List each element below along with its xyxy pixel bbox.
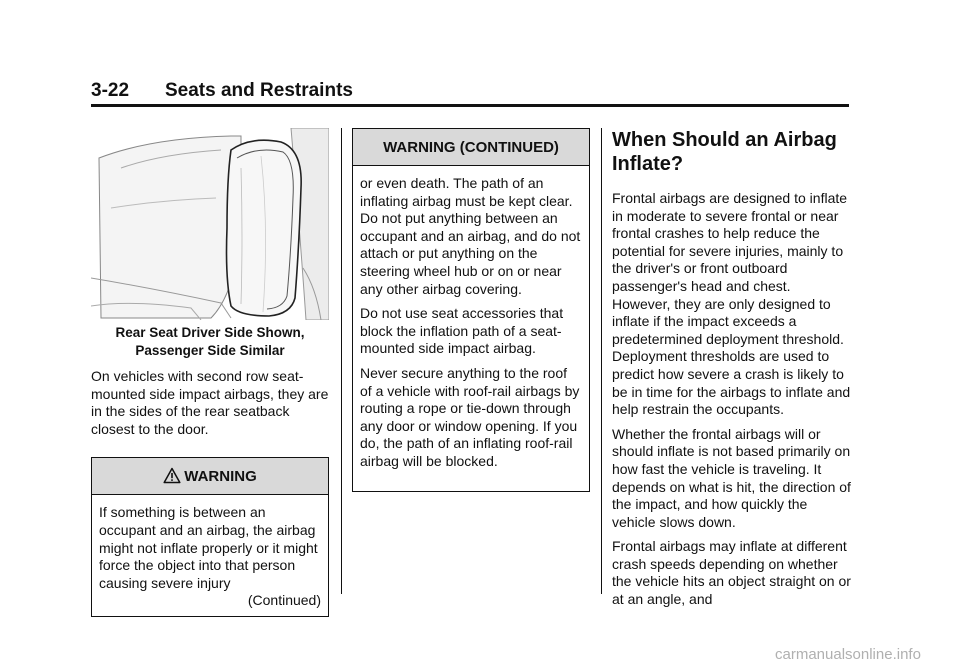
seatback-airbag-drawing	[91, 128, 329, 320]
warning-paragraph: or even death. The path of an inflating airbag must be kept clear. Do not put anything between an occupant and an airbag, and do not attach or put anything on the steering wheel hub or on or near any other airbag covering.	[360, 175, 581, 297]
warning-paragraph: Do not use seat accessories that block the inflation path of a seat-mounted side impact airbag.	[360, 305, 564, 357]
figure-caption-line: Passenger Side Similar	[135, 342, 285, 358]
figure-caption	[91, 324, 329, 359]
body-paragraph: Frontal airbags may inflate at different crash speeds depending on whether the vehicle hits an object straight on or at an angle, and	[612, 538, 851, 608]
warning-text: If something is between an occupant and an airbag, the airbag might not inflate properly or it might force the object into that person causing severe injury	[99, 504, 318, 591]
warning-box	[91, 457, 329, 617]
column-divider	[341, 128, 342, 594]
column-3	[612, 128, 852, 616]
column-1	[91, 128, 329, 617]
continued-label: (Continued)	[247, 592, 321, 609]
warning-title: WARNING	[184, 468, 257, 486]
body-paragraph: On vehicles with second row seat-mounted side impact airbags, they are in the sides of the rear seatback closest to the door.	[91, 368, 329, 437]
body-paragraph: Whether the frontal airbags will or should inflate is not based primarily on how fast the vehicle is traveling. It depends on what is hit, the direction of the impact, and how quickly the vehicle slows down.	[612, 425, 851, 530]
warning-body	[353, 166, 589, 484]
seat-airbag-illustration	[91, 128, 329, 320]
warning-body	[92, 495, 328, 616]
column-divider	[601, 128, 602, 594]
watermark: carmanualsonline.info	[775, 646, 921, 663]
page-number: 3-22	[91, 80, 130, 101]
page-header	[91, 80, 849, 106]
warning-icon	[163, 467, 181, 484]
body-paragraph: Frontal airbags are designed to inflate in moderate to severe frontal or near frontal crashes to help reduce the potential for severe injuries, mainly to the driver's or front outboard passenger's head and chest. However, they are only designed to inflate if the impact exceeds a predetermined deployment threshold. Deployment thresholds are used to predict how severe a crash is likely to be in time for the airbags to inflate and help restrain the occupants.	[612, 190, 851, 418]
warning-paragraph: Never secure anything to the roof of a vehicle with roof-rail airbags by routing a rope or tie-down through any door or window opening. If you do, the path of an inflating roof-rail airbag will be blocked.	[360, 364, 580, 469]
warning-header: WARNING (CONTINUED)	[353, 129, 589, 166]
section-title: Seats and Restraints	[165, 80, 353, 101]
warning-box-continued	[352, 128, 590, 492]
header-rule	[91, 104, 849, 107]
figure-caption-line: Rear Seat Driver Side Shown,	[115, 325, 305, 340]
warning-header	[92, 458, 328, 495]
section-heading: When Should an Airbag Inflate?	[612, 129, 837, 175]
column-2	[352, 128, 590, 492]
